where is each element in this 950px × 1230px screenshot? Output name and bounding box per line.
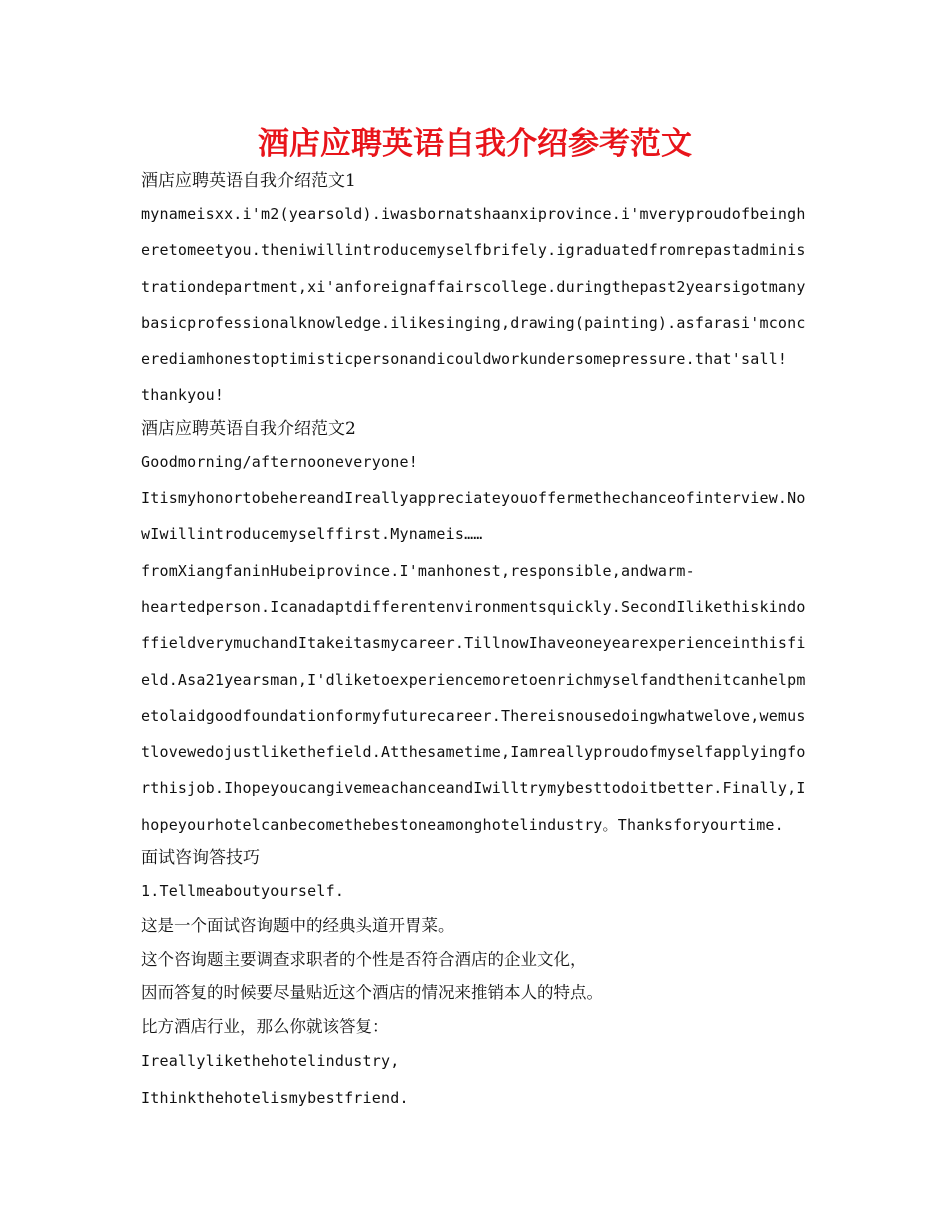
- greeting-line: Goodmorning/afternooneveryone!: [141, 452, 418, 471]
- section-heading-1: 酒店应聘英语自我介绍范文1: [141, 171, 356, 191]
- intro-paragraph-2b: fromXiangfaninHubeiprovince.I'manhonest,responsible,andwarm-: [141, 561, 695, 580]
- tip-line-2: 这个咨询题主要调查求职者的个性是否符合酒店的企业文化，: [141, 949, 587, 969]
- example-answer-line-1: Ireallylikethehotelindustry,: [141, 1052, 400, 1071]
- tip-line-3: 因而答复的时候要尽量贴近这个酒店的情况来推销本人的特点。: [141, 983, 603, 1003]
- question-line: 1.Tellmeaboutyourself.: [141, 882, 345, 901]
- tip-line-4: 比方酒店行业，那么你就该答复：: [141, 1016, 389, 1036]
- section-heading-3: 面试咨询答技巧: [141, 848, 260, 869]
- page-title: 酒店应聘英语自我介绍参考范文: [258, 126, 692, 162]
- intro-paragraph-1: mynameisxx.i'm2(yearsold).iwasbornatshaanxiprovince.i'mveryproudofbeingheretomeetyou.theniwillintroducemyselfbrifely.igraduatedfromrepastadministrationdepartment,xi'anforeignaffairscollege.duringthepast2yearsigotmanybasicprofessionalknowledge.ilikesinging,drawing(painting).asfarasi'mconcerediamhonestoptimisticpersonandicouldworkundersomepressure.that'sall!: [141, 205, 806, 369]
- thankyou-line: thankyou!: [141, 386, 225, 405]
- tip-line-1: 这是一个面试咨询题中的经典头道开胃菜。: [141, 916, 455, 936]
- document-body: [141, 166, 813, 1116]
- example-answer-line-2: Ithinkthehotelismybestfriend.: [141, 1088, 409, 1107]
- intro-paragraph-2c: heartedperson.Icanadaptdifferentenvironmentsquickly.SecondIlikethiskindoffieldverymuchandItakeitasmycareer.TillnowIhaveoneyearexperienceinthisfield.Asa21yearsman,I'dliketoexperiencemoretoenrichmyselfandthenitcanhelpmetolaidgoodfoundationformyfuturecareer.Thereisnousedoingwhatwelove,wemustlovewedojustlikethefield.Atthesametime,Iamreallyproudofmyselfapplyingforthisjob.IhopeyoucangivemeachanceandIwilltrymybesttodoitbetter.Finally,Ihopeyourhotelcanbecomethebestoneamonghotelindustry。Thanksforyourtime.: [141, 597, 806, 834]
- intro-paragraph-2a: ItismyhonortobehereandIreallyappreciateyouoffermethechanceofinterview.NowIwillintroducemyselffirst.Mynameis……: [141, 489, 806, 544]
- section-heading-2: 酒店应聘英语自我介绍范文2: [141, 418, 356, 439]
